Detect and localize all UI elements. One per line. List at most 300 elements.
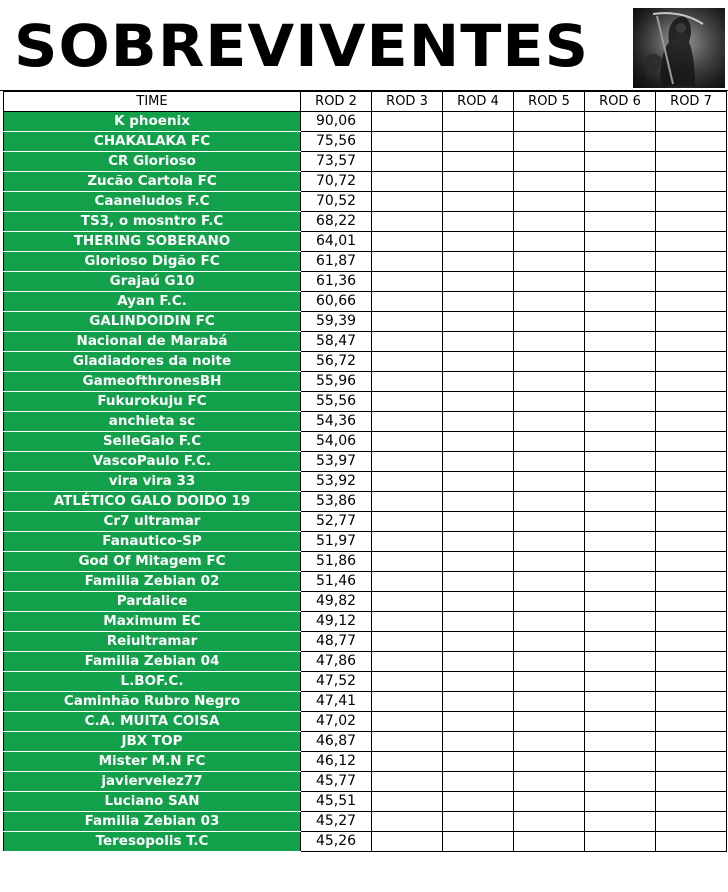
team-name-cell: L.BOF.C. (4, 672, 301, 692)
team-name-cell: Zucão Cartola FC (4, 172, 301, 192)
rod5-score-cell (514, 112, 585, 132)
rod5-score-cell (514, 812, 585, 832)
col-header-rod7: ROD 7 (656, 92, 727, 112)
rod4-score-cell (443, 152, 514, 172)
rod6-score-cell (585, 812, 656, 832)
rod5-score-cell (514, 532, 585, 552)
rod2-score-cell: 53,97 (301, 452, 372, 472)
rod2-score-cell: 45,51 (301, 792, 372, 812)
table-row (4, 412, 727, 432)
rod6-score-cell (585, 312, 656, 332)
team-name-cell: VascoPaulo F.C. (4, 452, 301, 472)
col-header-rod6: ROD 6 (585, 92, 656, 112)
rod6-score-cell (585, 112, 656, 132)
rod6-score-cell (585, 792, 656, 812)
rod4-score-cell (443, 692, 514, 712)
rod4-score-cell (443, 392, 514, 412)
rod2-score-cell: 59,39 (301, 312, 372, 332)
table-row (4, 172, 727, 192)
rod2-score-cell: 53,92 (301, 472, 372, 492)
rod2-score-cell: 51,46 (301, 572, 372, 592)
col-header-time: TIME (4, 92, 301, 112)
table-row (4, 392, 727, 412)
rod6-score-cell (585, 192, 656, 212)
rod6-score-cell (585, 472, 656, 492)
rod4-score-cell (443, 412, 514, 432)
rod2-score-cell: 73,57 (301, 152, 372, 172)
rod3-score-cell (372, 532, 443, 552)
rod7-score-cell (656, 792, 727, 812)
table-row (4, 612, 727, 632)
table-row (4, 592, 727, 612)
table-row (4, 332, 727, 352)
rod7-score-cell (656, 152, 727, 172)
rod6-score-cell (585, 232, 656, 252)
rod3-score-cell (372, 172, 443, 192)
rod6-score-cell (585, 132, 656, 152)
rod6-score-cell (585, 672, 656, 692)
rod2-score-cell: 55,56 (301, 392, 372, 412)
rod3-score-cell (372, 692, 443, 712)
rod2-score-cell: 56,72 (301, 352, 372, 372)
rod5-score-cell (514, 332, 585, 352)
rod2-score-cell: 55,96 (301, 372, 372, 392)
team-name-cell: Caaneludos F.C (4, 192, 301, 212)
team-name-cell: Pardalice (4, 592, 301, 612)
rod2-score-cell: 48,77 (301, 632, 372, 652)
rod3-score-cell (372, 472, 443, 492)
rod5-score-cell (514, 772, 585, 792)
rod4-score-cell (443, 812, 514, 832)
rod2-score-cell: 47,52 (301, 672, 372, 692)
rod6-score-cell (585, 372, 656, 392)
team-name-cell: Caminhão Rubro Negro (4, 692, 301, 712)
rod7-score-cell (656, 732, 727, 752)
rod4-score-cell (443, 292, 514, 312)
table-row (4, 672, 727, 692)
rod4-score-cell (443, 832, 514, 852)
rod6-score-cell (585, 512, 656, 532)
rod3-score-cell (372, 232, 443, 252)
rod7-score-cell (656, 752, 727, 772)
rod7-score-cell (656, 432, 727, 452)
team-name-cell: Cr7 ultramar (4, 512, 301, 532)
rod7-score-cell (656, 772, 727, 792)
rod5-score-cell (514, 672, 585, 692)
ranking-table (3, 91, 727, 852)
table-row (4, 832, 727, 852)
rod5-score-cell (514, 712, 585, 732)
team-name-cell: K phoenix (4, 112, 301, 132)
rod3-score-cell (372, 632, 443, 652)
rod2-score-cell: 45,27 (301, 812, 372, 832)
rod4-score-cell (443, 612, 514, 632)
table-row (4, 352, 727, 372)
rod2-score-cell: 90,06 (301, 112, 372, 132)
rod3-score-cell (372, 832, 443, 852)
rod4-score-cell (443, 552, 514, 572)
rod7-score-cell (656, 512, 727, 532)
rod3-score-cell (372, 192, 443, 212)
table-row (4, 492, 727, 512)
team-name-cell: ATLÉTICO GALO DOIDO 19 (4, 492, 301, 512)
rod4-score-cell (443, 572, 514, 592)
rod3-score-cell (372, 412, 443, 432)
rod3-score-cell (372, 492, 443, 512)
rod5-score-cell (514, 132, 585, 152)
rod4-score-cell (443, 432, 514, 452)
rod2-score-cell: 47,86 (301, 652, 372, 672)
page-title: SOBREVIVENTES (14, 12, 590, 80)
table-row (4, 192, 727, 212)
team-name-cell: CR Glorioso (4, 152, 301, 172)
team-name-cell: Reiultramar (4, 632, 301, 652)
rod6-score-cell (585, 492, 656, 512)
rod2-score-cell: 45,77 (301, 772, 372, 792)
table-row (4, 512, 727, 532)
rod4-score-cell (443, 512, 514, 532)
rod3-score-cell (372, 612, 443, 632)
header-row (4, 92, 727, 112)
rod6-score-cell (585, 332, 656, 352)
rod6-score-cell (585, 432, 656, 452)
rod4-score-cell (443, 352, 514, 372)
rod3-score-cell (372, 332, 443, 352)
col-header-rod4: ROD 4 (443, 92, 514, 112)
rod5-score-cell (514, 152, 585, 172)
rod5-score-cell (514, 592, 585, 612)
rod7-score-cell (656, 532, 727, 552)
rod7-score-cell (656, 692, 727, 712)
rod3-score-cell (372, 212, 443, 232)
rod6-score-cell (585, 692, 656, 712)
table-row (4, 732, 727, 752)
team-name-cell: Grajaú G10 (4, 272, 301, 292)
rod2-score-cell: 51,86 (301, 552, 372, 572)
rod7-score-cell (656, 652, 727, 672)
rod7-score-cell (656, 832, 727, 852)
col-header-rod2: ROD 2 (301, 92, 372, 112)
rod6-score-cell (585, 612, 656, 632)
rod6-score-cell (585, 772, 656, 792)
team-name-cell: vira vira 33 (4, 472, 301, 492)
rod4-score-cell (443, 172, 514, 192)
rod6-score-cell (585, 412, 656, 432)
rod7-score-cell (656, 572, 727, 592)
rod5-score-cell (514, 452, 585, 472)
rod5-score-cell (514, 632, 585, 652)
rod3-score-cell (372, 652, 443, 672)
rod4-score-cell (443, 192, 514, 212)
rod2-score-cell: 46,12 (301, 752, 372, 772)
team-name-cell: Nacional de Marabá (4, 332, 301, 352)
team-name-cell: Maximum EC (4, 612, 301, 632)
rod3-score-cell (372, 392, 443, 412)
rod5-score-cell (514, 512, 585, 532)
rod5-score-cell (514, 752, 585, 772)
table-row (4, 772, 727, 792)
rod2-score-cell: 60,66 (301, 292, 372, 312)
rod2-score-cell: 52,77 (301, 512, 372, 532)
team-name-cell: Luciano SAN (4, 792, 301, 812)
team-name-cell: Familia Zebian 04 (4, 652, 301, 672)
rod7-score-cell (656, 712, 727, 732)
rod5-score-cell (514, 212, 585, 232)
rod4-score-cell (443, 452, 514, 472)
rod2-score-cell: 70,72 (301, 172, 372, 192)
rod4-score-cell (443, 672, 514, 692)
rod4-score-cell (443, 112, 514, 132)
table-row (4, 112, 727, 132)
team-name-cell: Familia Zebian 03 (4, 812, 301, 832)
team-name-cell: Fukurokuju FC (4, 392, 301, 412)
rod4-score-cell (443, 132, 514, 152)
team-name-cell: Mister M.N FC (4, 752, 301, 772)
table-row (4, 812, 727, 832)
rod7-score-cell (656, 232, 727, 252)
rod7-score-cell (656, 612, 727, 632)
rod3-score-cell (372, 512, 443, 532)
rod3-score-cell (372, 352, 443, 372)
rod4-score-cell (443, 752, 514, 772)
team-name-cell: CHAKALAKA FC (4, 132, 301, 152)
rod6-score-cell (585, 392, 656, 412)
rod4-score-cell (443, 592, 514, 612)
rod4-score-cell (443, 332, 514, 352)
rod3-score-cell (372, 592, 443, 612)
table-row (4, 712, 727, 732)
rod5-score-cell (514, 832, 585, 852)
rod4-score-cell (443, 312, 514, 332)
col-header-rod3: ROD 3 (372, 92, 443, 112)
team-name-cell: Ayan F.C. (4, 292, 301, 312)
rod5-score-cell (514, 792, 585, 812)
rod2-score-cell: 61,87 (301, 252, 372, 272)
rod4-score-cell (443, 372, 514, 392)
rod2-score-cell: 51,97 (301, 532, 372, 552)
rod3-score-cell (372, 432, 443, 452)
team-name-cell: Teresopolis T.C (4, 832, 301, 852)
rod7-score-cell (656, 372, 727, 392)
team-name-cell: Fanautico-SP (4, 532, 301, 552)
rod6-score-cell (585, 292, 656, 312)
rod3-score-cell (372, 712, 443, 732)
rod3-score-cell (372, 752, 443, 772)
rod7-score-cell (656, 272, 727, 292)
rod7-score-cell (656, 592, 727, 612)
rod7-score-cell (656, 672, 727, 692)
rod7-score-cell (656, 812, 727, 832)
rod4-score-cell (443, 632, 514, 652)
rod2-score-cell: 46,87 (301, 732, 372, 752)
rod5-score-cell (514, 472, 585, 492)
rod2-score-cell: 58,47 (301, 332, 372, 352)
rod4-score-cell (443, 252, 514, 272)
rod3-score-cell (372, 112, 443, 132)
rod6-score-cell (585, 832, 656, 852)
rod6-score-cell (585, 572, 656, 592)
rod3-score-cell (372, 312, 443, 332)
rod5-score-cell (514, 552, 585, 572)
rod3-score-cell (372, 252, 443, 272)
rod2-score-cell: 49,82 (301, 592, 372, 612)
team-name-cell: anchieta sc (4, 412, 301, 432)
rod5-score-cell (514, 252, 585, 272)
rod6-score-cell (585, 552, 656, 572)
rod4-score-cell (443, 772, 514, 792)
rod4-score-cell (443, 492, 514, 512)
rod7-score-cell (656, 492, 727, 512)
rod2-score-cell: 47,41 (301, 692, 372, 712)
team-name-cell: C.A. MUITA COISA (4, 712, 301, 732)
table-row (4, 152, 727, 172)
rod6-score-cell (585, 352, 656, 372)
rod2-score-cell: 68,22 (301, 212, 372, 232)
team-name-cell: TS3, o mosntro F.C (4, 212, 301, 232)
rod2-score-cell: 45,26 (301, 832, 372, 852)
rod3-score-cell (372, 772, 443, 792)
rod5-score-cell (514, 232, 585, 252)
rod4-score-cell (443, 212, 514, 232)
rod7-score-cell (656, 292, 727, 312)
rod7-score-cell (656, 452, 727, 472)
rod6-score-cell (585, 172, 656, 192)
rod2-score-cell: 54,36 (301, 412, 372, 432)
rod4-score-cell (443, 732, 514, 752)
rod6-score-cell (585, 532, 656, 552)
rod6-score-cell (585, 272, 656, 292)
rod4-score-cell (443, 712, 514, 732)
table-row (4, 372, 727, 392)
rod3-score-cell (372, 552, 443, 572)
rod3-score-cell (372, 272, 443, 292)
table-row (4, 212, 727, 232)
table-row (4, 752, 727, 772)
table-row (4, 632, 727, 652)
table-row (4, 572, 727, 592)
rod3-score-cell (372, 572, 443, 592)
rod7-score-cell (656, 392, 727, 412)
rod2-score-cell: 61,36 (301, 272, 372, 292)
rod5-score-cell (514, 172, 585, 192)
rod2-score-cell: 54,06 (301, 432, 372, 452)
rod3-score-cell (372, 452, 443, 472)
table-row (4, 792, 727, 812)
table-row (4, 432, 727, 452)
table-row (4, 232, 727, 252)
table-row (4, 652, 727, 672)
table-row (4, 472, 727, 492)
rod5-score-cell (514, 352, 585, 372)
rod7-score-cell (656, 352, 727, 372)
team-name-cell: GALINDOIDIN FC (4, 312, 301, 332)
team-name-cell: Glorioso Digão FC (4, 252, 301, 272)
grim-reaper-icon (633, 8, 725, 88)
team-name-cell: God Of Mitagem FC (4, 552, 301, 572)
rod6-score-cell (585, 252, 656, 272)
table-row (4, 692, 727, 712)
rod2-score-cell: 53,86 (301, 492, 372, 512)
rod2-score-cell: 47,02 (301, 712, 372, 732)
rod7-score-cell (656, 632, 727, 652)
team-name-cell: GameofthronesBH (4, 372, 301, 392)
rod6-score-cell (585, 752, 656, 772)
table-row (4, 252, 727, 272)
rod6-score-cell (585, 452, 656, 472)
table-row (4, 312, 727, 332)
rod5-score-cell (514, 732, 585, 752)
rod5-score-cell (514, 612, 585, 632)
page-header (0, 0, 728, 91)
rod6-score-cell (585, 152, 656, 172)
rod5-score-cell (514, 492, 585, 512)
rod2-score-cell: 49,12 (301, 612, 372, 632)
rod5-score-cell (514, 312, 585, 332)
rod4-score-cell (443, 652, 514, 672)
rod5-score-cell (514, 572, 585, 592)
rod5-score-cell (514, 272, 585, 292)
team-name-cell: javiervelez77 (4, 772, 301, 792)
table-row (4, 292, 727, 312)
rod3-score-cell (372, 672, 443, 692)
rod3-score-cell (372, 152, 443, 172)
team-name-cell: SelleGalo F.C (4, 432, 301, 452)
rod6-score-cell (585, 592, 656, 612)
rod7-score-cell (656, 472, 727, 492)
rod5-score-cell (514, 692, 585, 712)
rod4-score-cell (443, 792, 514, 812)
rod7-score-cell (656, 192, 727, 212)
rod6-score-cell (585, 712, 656, 732)
rod6-score-cell (585, 652, 656, 672)
table-row (4, 132, 727, 152)
rod5-score-cell (514, 192, 585, 212)
rod7-score-cell (656, 412, 727, 432)
rod7-score-cell (656, 132, 727, 152)
table-row (4, 272, 727, 292)
rod7-score-cell (656, 552, 727, 572)
rod2-score-cell: 64,01 (301, 232, 372, 252)
rod7-score-cell (656, 312, 727, 332)
team-name-cell: JBX TOP (4, 732, 301, 752)
team-name-cell: THERING SOBERANO (4, 232, 301, 252)
table-row (4, 532, 727, 552)
rod3-score-cell (372, 132, 443, 152)
rod4-score-cell (443, 532, 514, 552)
rod6-score-cell (585, 732, 656, 752)
rod3-score-cell (372, 292, 443, 312)
table-row (4, 452, 727, 472)
team-name-cell: Gladiadores da noite (4, 352, 301, 372)
rod5-score-cell (514, 372, 585, 392)
table-row (4, 552, 727, 572)
rod4-score-cell (443, 472, 514, 492)
rod7-score-cell (656, 112, 727, 132)
rod6-score-cell (585, 632, 656, 652)
rod5-score-cell (514, 412, 585, 432)
rod3-score-cell (372, 812, 443, 832)
rod5-score-cell (514, 432, 585, 452)
rod5-score-cell (514, 652, 585, 672)
rod7-score-cell (656, 252, 727, 272)
rod3-score-cell (372, 732, 443, 752)
rod4-score-cell (443, 232, 514, 252)
rod5-score-cell (514, 292, 585, 312)
team-name-cell: Familia Zebian 02 (4, 572, 301, 592)
rod5-score-cell (514, 392, 585, 412)
rod2-score-cell: 75,56 (301, 132, 372, 152)
rod6-score-cell (585, 212, 656, 232)
